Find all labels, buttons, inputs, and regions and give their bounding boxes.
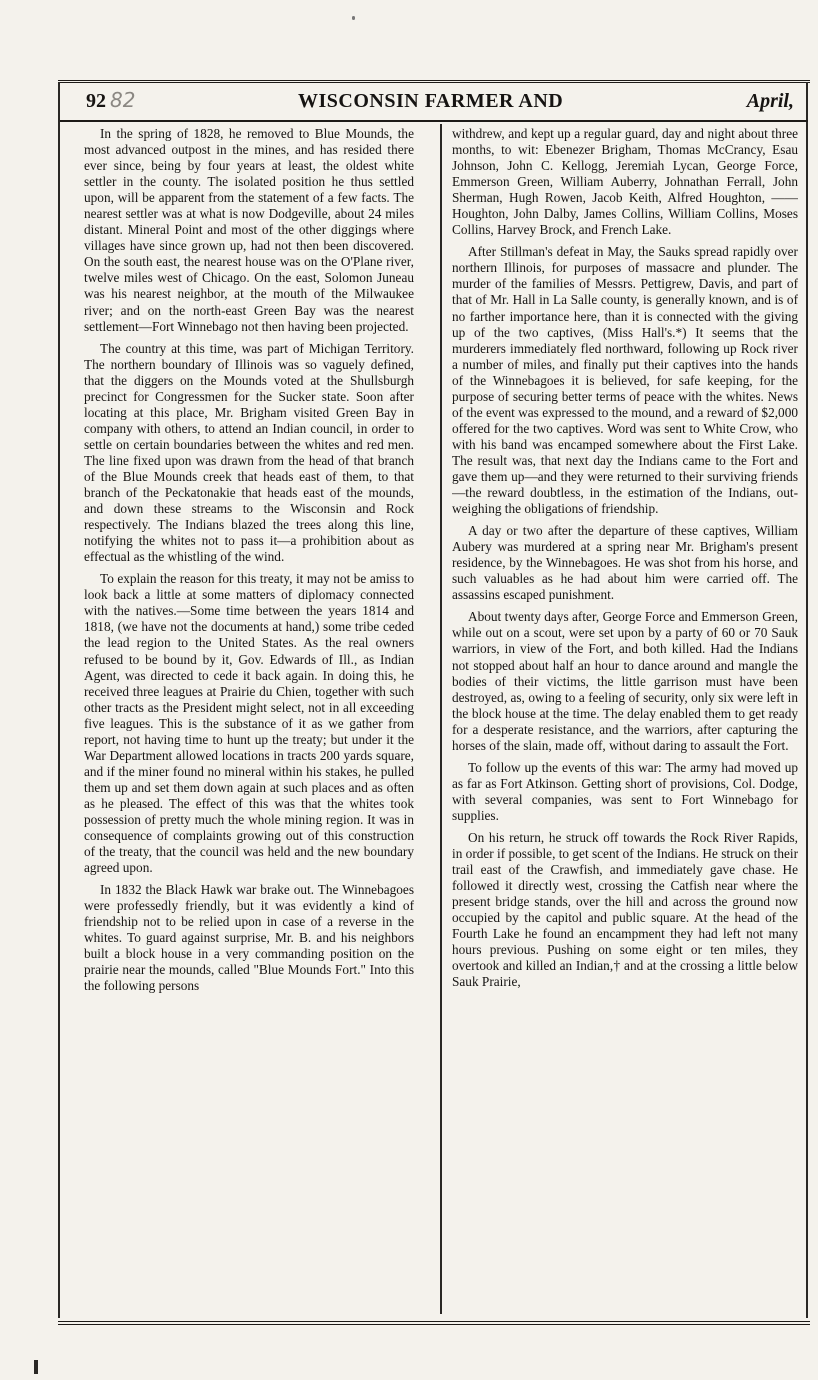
paragraph: About twenty days after, George Force and Emmerson Green, while out on a scout, were set upon by a party of 60 or 70 Sauk warriors, in view of the Fort, and both killed. Had the Indians not stopped about half an hour to dance around and mangle the bodies of their victims, the little garrison must have been destroyed, as, owing to a feeling of security, only six were left in the block house at the time. The delay enabled them to get ready for a desperate resistance, and the warriors, after capturing the horses of the slain, made off, without daring to assault the Fort. xyxy=(452,609,798,753)
frame-left-rule xyxy=(58,82,60,1318)
paragraph: In the spring of 1828, he removed to Blue Mounds, the most advanced outpost in the mines, and has resided there ever since, being by four years at least, the oldest white settler in the county. The isolated position he thus settled upon, will be apparent from the statement of a few facts. The nearest settler was at what is now Dodgeville, about 24 miles distant. Mineral Point and most of the other diggings where villages have since grown up, had not then been discovered. On the south east, the nearest house was on the O'Plane river, twelve miles west of Chicago. On the east, Solomon Juneau was his nearest neighbor, at the mouth of the Milwaukee river; and on the north-east Green Bay was the nearest settlement—Fort Winnebago not then having been projected. xyxy=(84,126,414,334)
paragraph: A day or two after the departure of these captives, William Aubery was murdered at a spring near Mr. Brigham's present residence, by the Winnebagoes. He was shot from his horse, and such valuables as he had about him were carried off. The assassins escaped punishment. xyxy=(452,523,798,603)
margin-mark xyxy=(34,1360,38,1374)
paragraph: withdrew, and kept up a regular guard, day and night about three months, to wit: Ebenezer Brigham, Thomas McCrancy, Esau Johnson, John C. Kellogg, Jeremiah Lycan, George Force, Emmerson Green, William Auberry, Johnathan Ferrall, John Sherman, Hugh Rowen, Jacob Keith, Alfred Houghton, —— Houghton, John Dalby, James Collins, William Collins, Moses Collins, Harvey Brock, and French Lake. xyxy=(452,126,798,238)
frame-right-rule xyxy=(806,82,808,1318)
page-header xyxy=(60,86,808,122)
month-label: April, xyxy=(746,90,794,112)
paragraph: To follow up the events of this war: The army had moved up as far as Fort Atkinson. Getting short of provisions, Col. Dodge, with several companies, was sent to Fort Winnebago for supplies. xyxy=(452,759,798,823)
paragraph: After Stillman's defeat in May, the Sauks spread rapidly over northern Illinois, for purposes of massacre and plunder. The murder of the families of Messrs. Pettigrew, Davis, and part of that of Mr. Hall in La Salle county, is generally known, and is of no farther importance here, than it is connected with the giving up of the two captives, (Miss Hall's.*) It seems that the murderers immediately fled northward, following up Rock river a number of miles, and finally put their captives into the hands of the Winnebagoes it is believed, for safe keeping, for the purpose of securing better terms of peace with the whites. News of the event was expressed to the mound, and a reward of $2,000 offered for the two captives. Word was sent to White Crow, who with his band was encamped somewhere about the First Lake. The result was, that next day the Indians came to the Fort and gave them up—and they were returned to their surviving friends—the reward doubtless, in the estimation of the Indians, out-weighing the obligations of friendship. xyxy=(452,244,798,517)
right-column xyxy=(452,124,798,1314)
running-title: WISCONSIN FARMER AND xyxy=(298,90,564,112)
paragraph: The country at this time, was part of Michigan Territory. The northern boundary of Illinois was so vaguely defined, that the diggers on the Mounds voted at the Shullsburgh precinct for Congressmen for the Sucker state. Soon after locating at this place, Mr. Brigham visited Green Bay in company with others, to attend an Indian council, in order to settle on certain boundaries between the whites and red men. The line fixed upon was drawn from the head of that branch of the Blue Mounds creek that heads east of them, to that branch of the Peckatonakie that heads east of the mounds, and down these streams to the Wisconsin and Rock respectively. The Indians blazed the trees along this line, notifying the whites not to pass it—a prohibition about as effectual as the whistling of the wind. xyxy=(84,340,414,565)
paragraph: On his return, he struck off towards the Rock River Rapids, in order if possible, to get scent of the Indians. He struck on their trail east of the Crawfish, and immediately gave chase. He followed it directly west, crossing the Catfish near where the present bridge stands, over the hill and across the ground now occupied by the capitol and public square. At the head of the Fourth Lake he found an encampment they had left not many hours previous. Pushing on some eight or ten miles, they overtook and killed an Indian,† and at the crossing a little below Sauk Prairie, xyxy=(452,829,798,990)
column-divider xyxy=(440,124,442,1314)
speck-mark xyxy=(352,16,355,20)
handwritten-page-number: 82 xyxy=(110,88,136,112)
page-number: 92 xyxy=(86,90,106,112)
paragraph: To explain the reason for this treaty, it may not be amiss to look back a little at some matters of diplomacy connected with the natives.—Some time between the years 1814 and 1818, (we have not the documents at hand,) some tribe ceded the lead region to the United States. As the real owners refused to be bound by it, Gov. Edwards of Ill., as Indian Agent, was directed to cede it back again. In doing this, he received three leagues at Prairie du Chien, together with such other tracts as the President might select, not in all exceeding five leagues. This is the substance of it as we gather from report, not having time to hunt up the treaty; but under it the War Department allowed locations in tracts 200 yards square, and if the miner found no mineral within his stakes, he pulled them up and set them down again at such places and as often as he pleased. The effect of this was that the whites took possession of pretty much the whole mining region. It was in consequence of complaints growing out of this construction of the treaty, that the council was held and the new boundary agreed upon. xyxy=(84,571,414,876)
left-column xyxy=(84,124,414,1314)
paragraph: In 1832 the Black Hawk war brake out. The Winnebagoes were professedly friendly, but it was evidently a kind of friendship not to be relied upon in case of a reverse in the whites. To guard against surprise, Mr. B. and his neighbors built a block house in a very commanding position on the prairie near the mounds, called "Blue Mounds Fort." Into this the following persons xyxy=(84,882,414,994)
